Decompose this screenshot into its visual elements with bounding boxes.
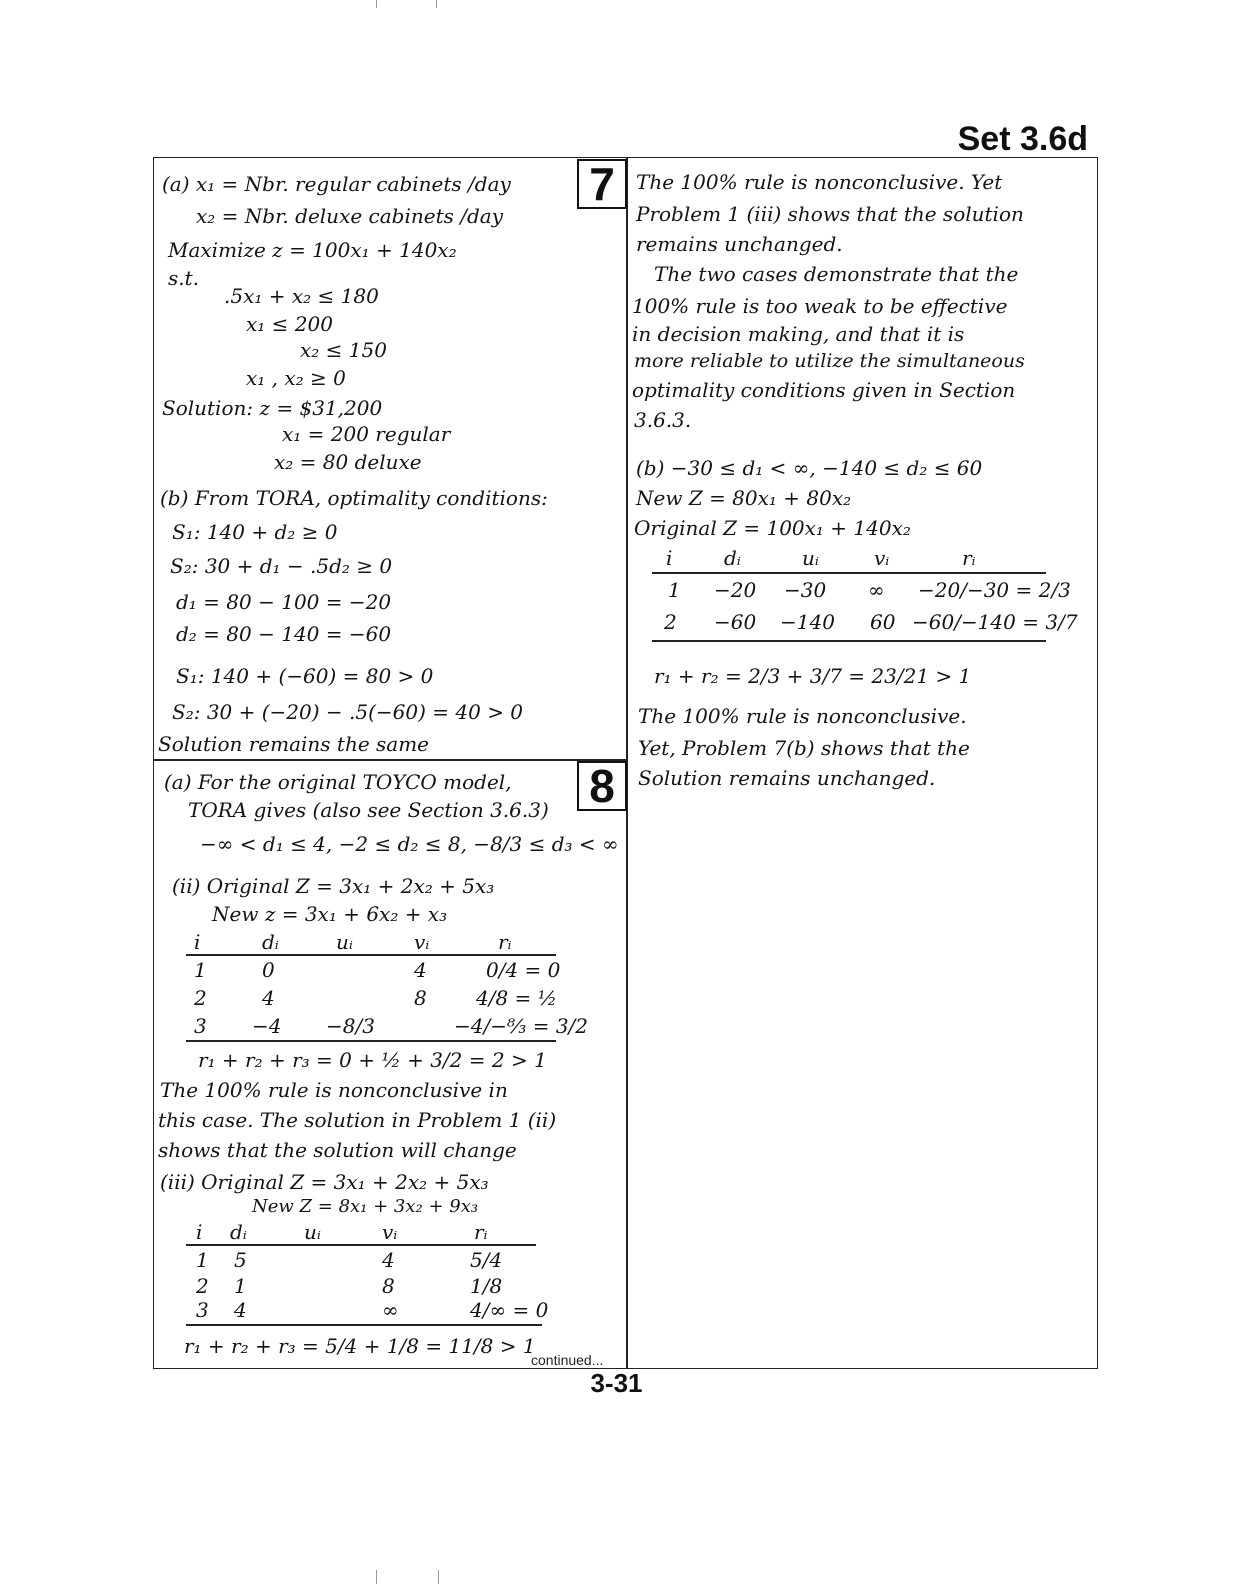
cell-i: 3 xyxy=(196,1298,209,1322)
header-rule xyxy=(186,954,556,956)
table-bottom-rule xyxy=(186,1040,556,1042)
header-u: uᵢ xyxy=(802,546,819,570)
cell-r: −20/−30 = 2/3 xyxy=(918,578,1071,602)
solution-x1: x₁ = 200 regular xyxy=(282,422,451,446)
text-line: Solution remains unchanged. xyxy=(638,766,936,790)
problem-7-label: 7 xyxy=(577,159,627,209)
text-line: remains unchanged. xyxy=(636,232,843,256)
cell-d: −4 xyxy=(252,1014,282,1038)
text-line: this case. The solution in Problem 1 (ii) xyxy=(158,1108,557,1132)
scan-mark xyxy=(436,0,437,8)
cell-r: 0/4 = 0 xyxy=(486,958,561,982)
text-line: optimality conditions given in Section xyxy=(632,378,1016,402)
cell-v: 60 xyxy=(870,610,896,634)
cell-v: 8 xyxy=(382,1274,395,1298)
scan-mark xyxy=(438,1570,439,1584)
text-line: 100% rule is too weak to be effective xyxy=(632,294,1008,318)
nonnegativity: x₁ , x₂ ≥ 0 xyxy=(246,366,346,390)
text-line: 3.6.3. xyxy=(634,408,692,432)
solution-page-frame xyxy=(153,157,1098,1369)
header-i: i xyxy=(194,930,201,954)
cell-d: 4 xyxy=(262,986,275,1010)
solution-z: Solution: z = $31,200 xyxy=(162,396,383,420)
cell-d: −60 xyxy=(714,610,757,634)
header-rule xyxy=(652,572,1046,574)
cell-r: −60/−140 = 3/7 xyxy=(912,610,1078,634)
continued-note: continued... xyxy=(531,1352,604,1368)
cell-r: 5/4 xyxy=(470,1248,503,1272)
subject-to-label: s.t. xyxy=(168,266,200,290)
original-z: Original Z = 100x₁ + 140x₂ xyxy=(634,516,911,540)
conclusion-7b: Solution remains the same xyxy=(158,732,430,756)
cell-r: −4/−⁸⁄₃ = 3/2 xyxy=(454,1014,589,1038)
new-z-iii: New Z = 8x₁ + 3x₂ + 9x₃ xyxy=(252,1196,479,1217)
definition-x2: x₂ = Nbr. deluxe cabinets /day xyxy=(196,204,504,228)
cell-u: −30 xyxy=(784,578,827,602)
definition-x1: (a) x₁ = Nbr. regular cabinets /day xyxy=(162,172,511,196)
header-d: dᵢ xyxy=(230,1220,247,1244)
new-z-ii: New z = 3x₁ + 6x₂ + x₃ xyxy=(212,902,448,926)
header-i: i xyxy=(666,546,673,570)
header-v: vᵢ xyxy=(382,1220,398,1244)
sum-ratios-7b: r₁ + r₂ = 2/3 + 3/7 = 23/21 > 1 xyxy=(654,664,972,688)
sum-ratios-iii: r₁ + r₂ + r₃ = 5/4 + 1/8 = 11/8 > 1 xyxy=(184,1334,536,1358)
cell-d: 1 xyxy=(234,1274,247,1298)
value-d1: d₁ = 80 − 100 = −20 xyxy=(176,590,392,614)
cell-i: 2 xyxy=(196,1274,209,1298)
ratio-table-7b xyxy=(652,546,1078,646)
text-line: The two cases demonstrate that the xyxy=(654,262,1019,286)
problem-divider xyxy=(154,759,627,761)
cell-v: 8 xyxy=(414,986,427,1010)
cell-u: −140 xyxy=(780,610,835,634)
cell-i: 1 xyxy=(668,578,681,602)
cell-i: 2 xyxy=(664,610,677,634)
value-d2: d₂ = 80 − 140 = −60 xyxy=(176,622,392,646)
table-bottom-rule xyxy=(652,640,1046,642)
solution-x2: x₂ = 80 deluxe xyxy=(274,450,422,474)
header-v: vᵢ xyxy=(414,930,430,954)
cell-d: 4 xyxy=(234,1298,247,1322)
header-d: dᵢ xyxy=(724,546,741,570)
cell-r: 1/8 xyxy=(470,1274,503,1298)
cell-i: 3 xyxy=(194,1014,207,1038)
cell-d: 5 xyxy=(234,1248,247,1272)
header-u: uᵢ xyxy=(336,930,353,954)
set-header: Set 3.6d xyxy=(957,120,1088,158)
constraint-3: x₂ ≤ 150 xyxy=(300,338,387,362)
scan-mark xyxy=(376,0,377,8)
ranges-line: −∞ < d₁ ≤ 4, −2 ≤ d₂ ≤ 8, −8/3 ≤ d₃ < ∞ xyxy=(200,832,619,856)
part-b-heading: (b) From TORA, optimality conditions: xyxy=(160,486,548,510)
text-line: The 100% rule is nonconclusive in xyxy=(160,1078,508,1102)
condition-s1: S₁: 140 + d₂ ≥ 0 xyxy=(172,520,338,544)
cell-v: ∞ xyxy=(868,578,885,602)
constraint-1: .5x₁ + x₂ ≤ 180 xyxy=(224,284,379,308)
sum-ratios-ii: r₁ + r₂ + r₃ = 0 + ½ + 3/2 = 2 > 1 xyxy=(198,1048,547,1072)
original-z-iii: (iii) Original Z = 3x₁ + 2x₂ + 5x₃ xyxy=(160,1170,489,1194)
check-s2: S₂: 30 + (−20) − .5(−60) = 40 > 0 xyxy=(172,700,524,724)
cell-v: 4 xyxy=(382,1248,395,1272)
header-d: dᵢ xyxy=(262,930,279,954)
header-v: vᵢ xyxy=(874,546,890,570)
cell-r: 4/8 = ½ xyxy=(476,986,558,1010)
cell-r: 4/∞ = 0 xyxy=(470,1298,549,1322)
text-line: The 100% rule is nonconclusive. Yet xyxy=(636,170,1003,194)
check-s1: S₁: 140 + (−60) = 80 > 0 xyxy=(176,664,434,688)
text-line: Yet, Problem 7(b) shows that the xyxy=(638,736,970,760)
cell-u: −8/3 xyxy=(326,1014,375,1038)
problem-8-label: 8 xyxy=(577,761,627,811)
header-r: rᵢ xyxy=(498,930,512,954)
text-line: Problem 1 (iii) shows that the solution xyxy=(636,202,1024,226)
cell-d: 0 xyxy=(262,958,275,982)
cell-v: 4 xyxy=(414,958,427,982)
text-line: more reliable to utilize the simultaneous xyxy=(634,350,1025,372)
table-bottom-rule xyxy=(186,1324,542,1326)
condition-s2: S₂: 30 + d₁ − .5d₂ ≥ 0 xyxy=(170,554,393,578)
page-number: 3-31 xyxy=(590,1368,643,1398)
constraint-2: x₁ ≤ 200 xyxy=(246,312,333,336)
ratio-table-iii xyxy=(186,1220,549,1324)
part-b-ranges: (b) −30 ≤ d₁ < ∞, −140 ≤ d₂ ≤ 60 xyxy=(636,456,983,480)
cell-v: ∞ xyxy=(382,1298,399,1322)
text-line: The 100% rule is nonconclusive. xyxy=(638,704,967,728)
cell-d: −20 xyxy=(714,578,757,602)
ratio-table-ii xyxy=(186,930,589,1040)
original-z-ii: (ii) Original Z = 3x₁ + 2x₂ + 5x₃ xyxy=(172,874,495,898)
scan-mark xyxy=(376,1570,377,1584)
cell-i: 2 xyxy=(194,986,207,1010)
text-line: shows that the solution will change xyxy=(158,1138,517,1162)
header-u: uᵢ xyxy=(304,1220,321,1244)
header-rule xyxy=(186,1244,536,1246)
header-i: i xyxy=(196,1220,203,1244)
cell-i: 1 xyxy=(196,1248,209,1272)
tora-line: TORA gives (also see Section 3.6.3) xyxy=(188,798,549,822)
text-line: in decision making, and that it is xyxy=(632,322,965,346)
part-a-heading: (a) For the original TOYCO model, xyxy=(164,770,512,794)
cell-i: 1 xyxy=(194,958,207,982)
new-z: New Z = 80x₁ + 80x₂ xyxy=(636,486,852,510)
objective-line: Maximize z = 100x₁ + 140x₂ xyxy=(168,238,457,262)
header-r: rᵢ xyxy=(962,546,976,570)
header-r: rᵢ xyxy=(474,1220,488,1244)
